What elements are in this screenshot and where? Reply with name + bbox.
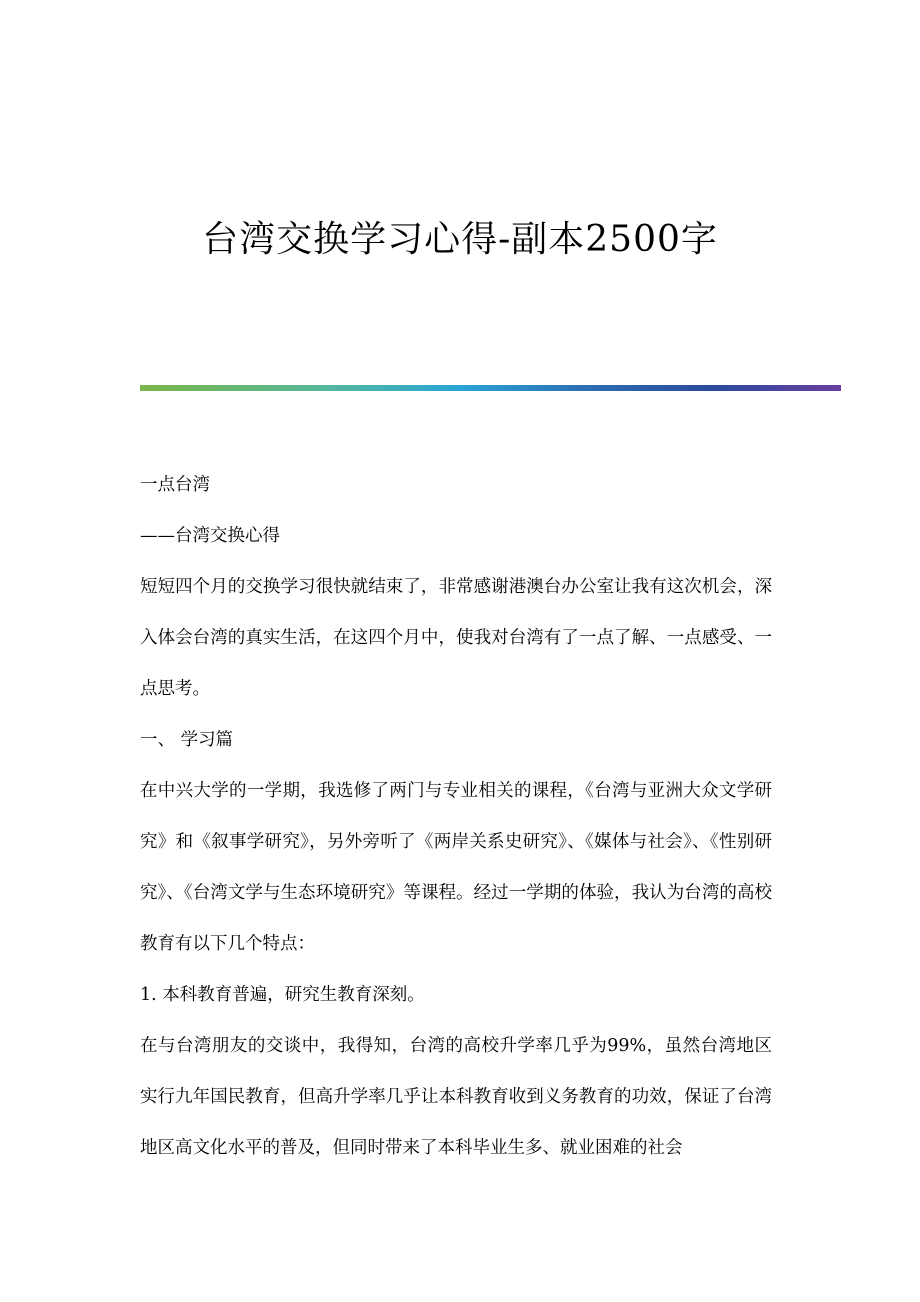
section-subtitle: ——台湾交换心得: [140, 526, 280, 546]
section-heading: 一点台湾: [140, 475, 210, 495]
document-body: [140, 460, 772, 1174]
document-title: 台湾交换学习心得-副本2500字: [202, 219, 718, 260]
section-heading: 一、 学习篇: [140, 730, 234, 750]
body-paragraph: 在中兴大学的一学期，我选修了两门与专业相关的课程，《台湾与亚洲大众文学研究》和《叙事学研究》，另外旁听了《两岸关系史研究》、《媒体与社会》、《性别研究》、《台湾文学与生态环境研究》等课程。经过一学期的体验，我认为台湾的高校教育有以下几个特点：: [140, 781, 772, 954]
list-item-heading: 1. 本科教育普遍，研究生教育深刻。: [140, 985, 425, 1005]
body-paragraph: 短短四个月的交换学习很快就结束了，非常感谢港澳台办公室让我有这次机会，深入体会台湾的真实生活，在这四个月中，使我对台湾有了一点了解、一点感受、一点思考。: [140, 577, 772, 699]
title-divider: [140, 385, 841, 391]
body-paragraph: 在与台湾朋友的交谈中，我得知，台湾的高校升学率几乎为99%，虽然台湾地区实行九年国民教育，但高升学率几乎让本科教育收到义务教育的功效，保证了台湾地区高文化水平的普及，但同时带来了本科毕业生多、就业困难的社会: [140, 1036, 772, 1158]
